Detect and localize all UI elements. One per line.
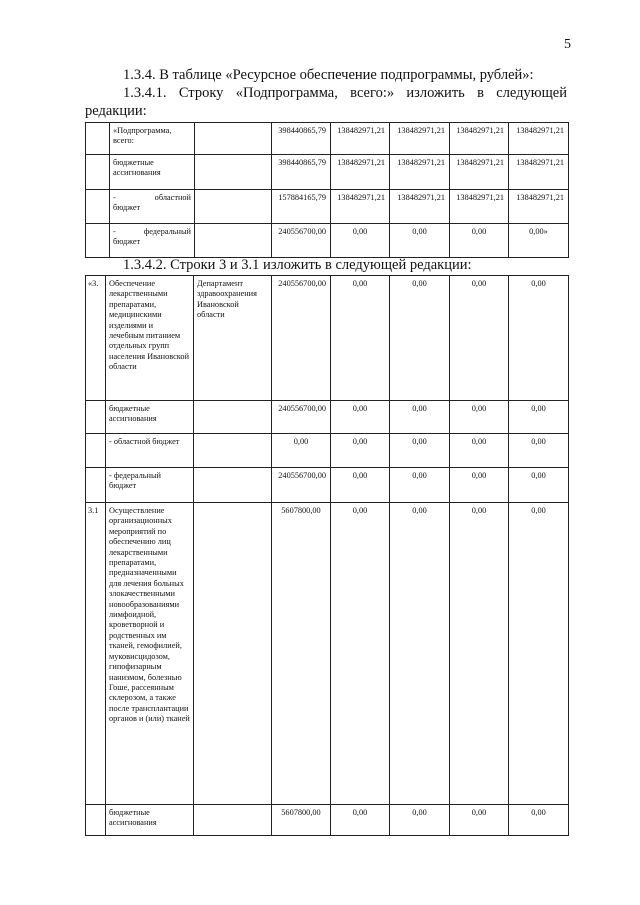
dash: - (113, 227, 116, 236)
executor-cell: Департамент здравоохранения Ивановской области (194, 276, 272, 401)
table-row (86, 468, 569, 503)
row-name: - областной бюджет (106, 434, 194, 468)
value-cell: 0,00 (450, 468, 509, 503)
value-cell: 240556700,00 (272, 401, 331, 434)
value-cell: 0,00 (390, 276, 450, 401)
table-row (86, 503, 569, 805)
value-cell: 138482971,21 (450, 155, 509, 190)
paragraph-1: 1.3.4. В таблице «Ресурсное обеспечение подпрограммы, рублей»: (123, 67, 534, 83)
value-cell: 0,00 (450, 401, 509, 434)
value-cell: 5607800,00 (272, 805, 331, 836)
row-name: Обеспечение лекарственными препаратами, медицинскими изделиями и лечебным питанием отдельных групп населения Ивановской области (106, 276, 194, 401)
row-index: «3. (86, 276, 106, 401)
row-index (86, 805, 106, 836)
table-cell (195, 155, 272, 190)
value-cell: 0,00 (390, 503, 450, 805)
value-cell: 0,00 (509, 434, 569, 468)
row-index (86, 434, 106, 468)
table-cell (195, 123, 272, 155)
value-cell: 0,00 (450, 503, 509, 805)
value-cell: 398440865,79 (272, 155, 331, 190)
value-cell: 0,00 (331, 468, 390, 503)
value-cell: 0,00 (272, 434, 331, 468)
row-name: бюджетные ассигнования (106, 805, 194, 836)
value-cell: 240556700,00 (272, 276, 331, 401)
executor-cell (194, 805, 272, 836)
page-number: 5 (564, 37, 571, 52)
table-cell (195, 190, 272, 224)
table-row (86, 190, 569, 224)
value-cell: 138482971,21 (509, 155, 569, 190)
value-cell: 0,00 (450, 276, 509, 401)
value-cell: 0,00 (509, 276, 569, 401)
table-cell (195, 224, 272, 258)
table-row (86, 434, 569, 468)
value-cell: 138482971,21 (331, 123, 390, 155)
value-cell: 138482971,21 (331, 155, 390, 190)
value-cell: 138482971,21 (390, 190, 450, 224)
table-row (86, 805, 569, 836)
value-cell: 0,00 (390, 434, 450, 468)
activities-table (85, 275, 569, 836)
value-cell: 0,00 (450, 434, 509, 468)
value-cell: 0,00 (331, 503, 390, 805)
executor-cell (194, 503, 272, 805)
value-cell: 0,00 (509, 468, 569, 503)
row-name-part: областной (154, 193, 191, 202)
table-row (86, 401, 569, 434)
table-cell (86, 155, 110, 190)
value-cell: 0,00 (509, 805, 569, 836)
value-cell: 398440865,79 (272, 123, 331, 155)
subprogram-table (85, 122, 569, 258)
paragraph-3: 1.3.4.2. Строки 3 и 3.1 изложить в следующей редакции: (123, 257, 472, 273)
value-cell: 0,00 (331, 276, 390, 401)
row-name: - федеральный бюджет (106, 468, 194, 503)
value-cell: 5607800,00 (272, 503, 331, 805)
row-name: Осуществление организационных мероприятий по обеспечению лиц лекарственными препаратами, предназначенными для лечения больных злокачественными новообразованиями лимфоидной, кроветворной и родственных им тканей, гемофилией, муковисцидозом, гипофизарным нанизмом, болезнью Гоше, рассеянным склерозом, а также после трансплантации органов и (или) тканей (106, 503, 194, 805)
row-index: 3.1 (86, 503, 106, 805)
value-cell: 0,00» (509, 224, 569, 258)
table-row (86, 224, 569, 258)
executor-cell (194, 468, 272, 503)
row-index (86, 468, 106, 503)
value-cell: 0,00 (331, 401, 390, 434)
value-cell: 138482971,21 (450, 123, 509, 155)
row-name-part: бюджет (113, 237, 141, 247)
value-cell: 0,00 (509, 401, 569, 434)
row-name (110, 224, 195, 258)
value-cell: 138482971,21 (509, 190, 569, 224)
executor-cell (194, 434, 272, 468)
value-cell: 0,00 (331, 224, 390, 258)
value-cell: 0,00 (390, 401, 450, 434)
value-cell: 0,00 (390, 805, 450, 836)
value-cell: 240556700,00 (272, 224, 331, 258)
value-cell: 138482971,21 (509, 123, 569, 155)
row-index (86, 401, 106, 434)
value-cell: 138482971,21 (390, 123, 450, 155)
value-cell: 138482971,21 (390, 155, 450, 190)
row-name: бюджетные ассигнования (110, 155, 195, 190)
value-cell: 138482971,21 (331, 190, 390, 224)
table-cell (86, 224, 110, 258)
row-name: «Подпрограмма, всего: (110, 123, 195, 155)
value-cell: 0,00 (331, 434, 390, 468)
row-name: бюджетные ассигнования (106, 401, 194, 434)
row-name-part: бюджет (113, 203, 141, 213)
value-cell: 0,00 (450, 805, 509, 836)
value-cell: 0,00 (390, 468, 450, 503)
value-cell: 0,00 (509, 503, 569, 805)
value-cell: 0,00 (450, 224, 509, 258)
value-cell: 138482971,21 (450, 190, 509, 224)
value-cell: 0,00 (331, 805, 390, 836)
value-cell: 0,00 (390, 224, 450, 258)
dash: - (113, 193, 116, 202)
paragraph-2: 1.3.4.1. Строку «Подпрограмма, всего:» изложить в следующей редакции: (85, 85, 567, 119)
table-row (86, 276, 569, 401)
table-row (86, 123, 569, 155)
executor-cell (194, 401, 272, 434)
value-cell: 157884165,79 (272, 190, 331, 224)
table-cell (86, 190, 110, 224)
table-row (86, 155, 569, 190)
value-cell: 240556700,00 (272, 468, 331, 503)
row-name-part: федеральный (143, 227, 191, 236)
table-cell (86, 123, 110, 155)
row-name (110, 190, 195, 224)
